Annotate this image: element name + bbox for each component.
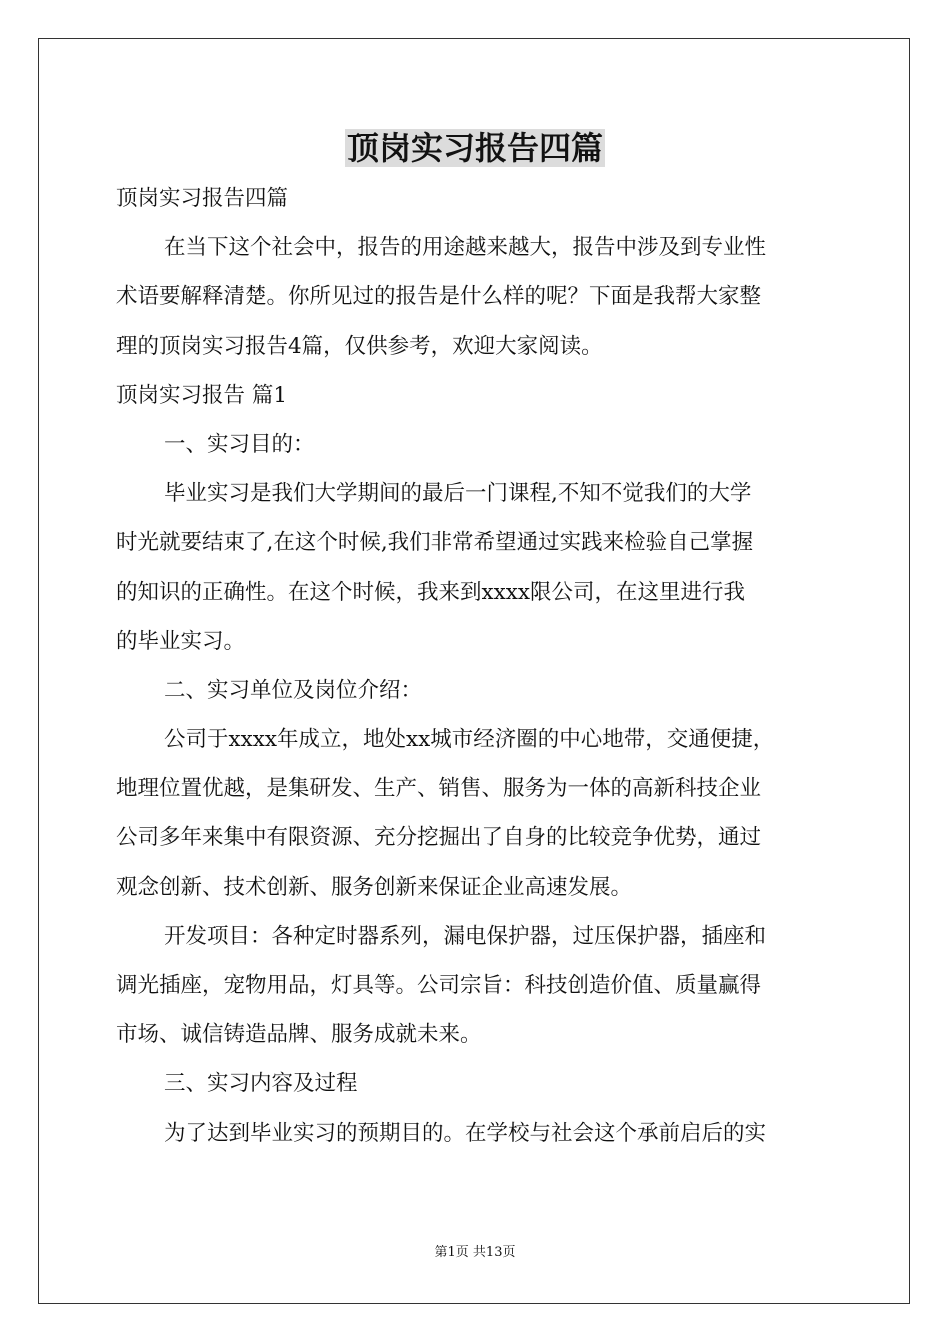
text-line: 观念创新、技术创新、服务创新来保证企业高速发展。 — [116, 874, 633, 900]
text-line: 地理位置优越，是集研发、生产、销售、服务为一体的高新科技企业 — [116, 776, 762, 802]
text-line: 二、实习单位及岗位介绍： — [164, 677, 423, 703]
text-line: 时光就要结束了,在这个时候,我们非常希望通过实践来检验自己掌握 — [116, 530, 754, 556]
text-line: 毕业实习是我们大学期间的最后一门课程,不知不觉我们的大学 — [164, 481, 752, 507]
document-title — [0, 124, 950, 172]
text-line: 一、实习目的： — [164, 431, 315, 457]
text-line: 三、实习内容及过程 — [164, 1071, 358, 1097]
text-line: 为了达到毕业实习的预期目的。在学校与社会这个承前启后的实 — [164, 1120, 767, 1146]
text-line: 顶岗实习报告 篇1 — [116, 382, 288, 408]
document-body — [116, 174, 836, 1158]
text-line: 调光插座，宠物用品，灯具等。公司宗旨：科技创造价值、质量赢得 — [116, 973, 762, 998]
text-line: 开发项目：各种定时器系列，漏电保护器，过压保护器，插座和 — [164, 923, 767, 949]
text-line: 的知识的正确性。在这个时候，我来到xxxx限公司，在这里进行我 — [116, 579, 746, 605]
text-line: 的毕业实习。 — [116, 628, 246, 654]
text-line: 顶岗实习报告四篇 — [116, 186, 289, 211]
document-title-text: 顶岗实习报告四篇 — [346, 129, 603, 167]
page-number: 第1页 共13页 — [434, 1245, 516, 1260]
text-line: 公司于xxxx年成立，地处xx城市经济圈的中心地带，交通便捷， — [164, 727, 775, 753]
text-line: 理的顶岗实习报告4篇，仅供参考，欢迎大家阅读。 — [116, 333, 603, 359]
text-line: 市场、诚信铸造品牌、服务成就未来。 — [116, 1022, 482, 1048]
text-line: 在当下这个社会中，报告的用途越来越大，报告中涉及到专业性 — [164, 235, 767, 261]
text-line: 公司多年来集中有限资源、充分挖掘出了自身的比较竞争优势，通过 — [116, 825, 762, 851]
text-line: 术语要解释清楚。你所见过的报告是什么样的呢？下面是我帮大家整 — [116, 284, 762, 310]
